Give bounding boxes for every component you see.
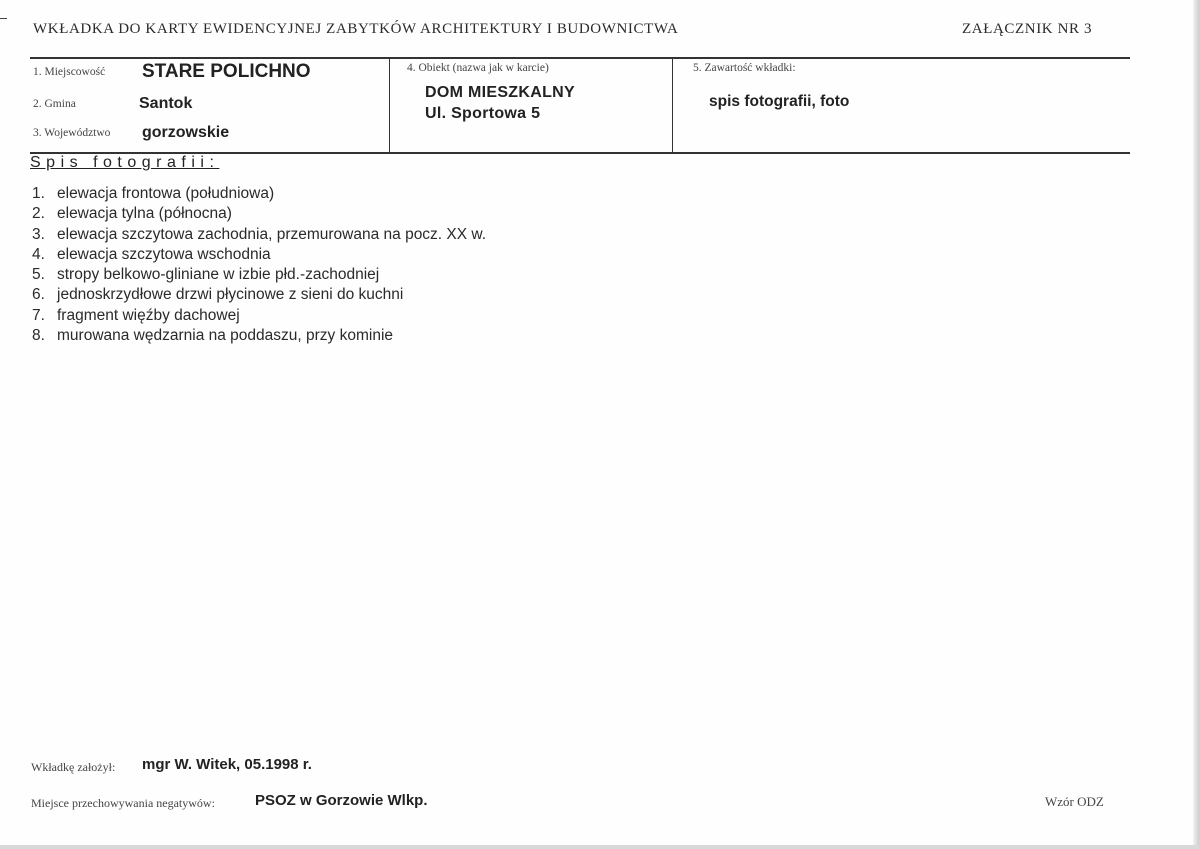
- voivodeship-label: 3. Województwo: [33, 127, 111, 139]
- table-top-rule: [30, 57, 1130, 59]
- item-text: jednoskrzydłowe drzwi płycinowe z sieni do kuchni: [57, 286, 404, 304]
- item-text: elewacja szczytowa zachodnia, przemurowana na pocz. XX w.: [57, 225, 487, 243]
- storage-label: Miejsce przechowywania negatywów:: [31, 796, 215, 810]
- list-item: [32, 245, 486, 265]
- item-number: 5.: [32, 266, 45, 284]
- list-item: [32, 184, 486, 204]
- form-pattern: Wzór ODZ: [1045, 794, 1104, 809]
- item-number: 1.: [32, 185, 45, 202]
- list-item: [32, 204, 486, 224]
- photo-list-title: Spis fotografii:: [30, 154, 220, 171]
- item-text: murowana wędzarnia na poddaszu, przy kominie: [57, 327, 394, 345]
- locality-label: 1. Miejscowość: [33, 66, 106, 78]
- form-title: WKŁADKA DO KARTY EWIDENCYJNEJ ZABYTKÓW ARCHITEKTURY I BUDOWNICTWA: [33, 21, 679, 37]
- paper-edge-right: [1193, 0, 1199, 849]
- contents-label: 5. Zawartość wkładki:: [693, 62, 796, 74]
- item-text: elewacja frontowa (południowa): [57, 185, 275, 202]
- object-label: 4. Obiekt (nazwa jak w karcie): [407, 62, 549, 74]
- founder-label: Wkładkę założył:: [31, 760, 116, 774]
- storage-value: PSOZ w Gorzowie Wlkp.: [255, 792, 428, 809]
- contents-value: spis fotografii, foto: [709, 93, 850, 110]
- list-item: [32, 306, 486, 326]
- paper-edge-bottom: [0, 845, 1199, 849]
- locality-value: STARE POLICHNO: [142, 61, 311, 82]
- item-number: 2.: [32, 205, 45, 223]
- list-item: [32, 326, 486, 346]
- item-number: 4.: [32, 245, 45, 263]
- item-number: 7.: [32, 306, 45, 324]
- founder-value: mgr W. Witek, 05.1998 r.: [142, 756, 312, 773]
- object-name: DOM MIESZKALNY: [425, 84, 575, 101]
- column-divider-1: [389, 58, 390, 153]
- item-number: 6.: [32, 286, 45, 304]
- voivodeship-value: gorzowskie: [142, 124, 230, 141]
- photo-list: [32, 184, 486, 346]
- list-item: [32, 265, 486, 285]
- item-text: stropy belkowo-gliniane w izbie płd.-zachodniej: [57, 266, 380, 284]
- list-item: [32, 285, 486, 305]
- object-address: Ul. Sportowa 5: [425, 105, 541, 122]
- item-text: elewacja tylna (północna): [57, 205, 232, 223]
- list-item: [32, 225, 486, 245]
- item-text: elewacja szczytowa wschodnia: [57, 245, 271, 263]
- item-text: fragment więźby dachowej: [57, 306, 240, 324]
- item-number: 3.: [32, 225, 45, 243]
- commune-label: 2. Gmina: [33, 98, 76, 110]
- margin-tick: [0, 18, 7, 19]
- annex-number: ZAŁĄCZNIK NR 3: [962, 21, 1093, 37]
- column-divider-2: [672, 58, 673, 153]
- commune-value: Santok: [139, 95, 193, 112]
- item-number: 8.: [32, 327, 45, 345]
